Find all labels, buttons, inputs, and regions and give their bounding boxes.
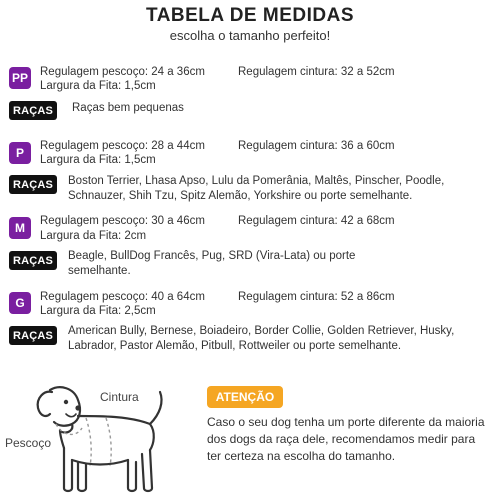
page-subtitle: escolha o tamanho perfeito! [169,28,331,43]
pescoco-measure-p: Regulagem pescoço: 28 a 44cm [40,140,205,152]
racas-badge-pp: RAÇAS [9,101,57,120]
pescoco-measure-pp: Regulagem pescoço: 24 a 36cm [40,66,205,78]
fita-measure-p: Largura da Fita: 1,5cm [40,154,156,166]
breeds-g: American Bully, Bernese, Boiadeiro, Border Collie, Golden Retriever, Husky, Labrador, Pastor Alemão, Pitbull, Rottweiler ou porte semelhante. [68,325,455,352]
size-badge-p: P [9,142,31,164]
breeds-m: Beagle, BullDog Francês, Pug, SRD (Vira-Lata) ou porte semelhante. [68,250,356,277]
size-badge-pp: PP [9,67,31,89]
size-badge-m: M [9,217,31,239]
atencao-badge: ATENÇÃO [207,386,283,408]
cintura-label: Cintura [100,390,139,404]
pescoco-measure-g: Regulagem pescoço: 40 a 64cm [40,291,205,303]
size-badge-g: G [9,292,31,314]
fita-measure-g: Largura da Fita: 2,5cm [40,305,156,317]
fita-measure-pp: Largura da Fita: 1,5cm [40,80,156,92]
cintura-measure-g: Regulagem cintura: 52 a 86cm [238,291,395,303]
breeds-pp: Raças bem pequenas [72,102,184,114]
cintura-measure-pp: Regulagem cintura: 32 a 52cm [238,66,395,78]
racas-badge-p: RAÇAS [9,175,57,194]
atencao-text: Caso o seu dog tenha um porte diferente da maioria dos dogs da raça dele, recomendamos medir para ter certeza na escolha do tamanho. [207,415,485,463]
cintura-measure-p: Regulagem cintura: 36 a 60cm [238,140,395,152]
fita-measure-m: Largura da Fita: 2cm [40,230,147,242]
breeds-p: Boston Terrier, Lhasa Apso, Lulu da Pomerânia, Maltês, Pinscher, Poodle, Schnauzer, Shih Tzu, Spitz Alemão, Yorkshire ou porte semelhante. [68,175,445,202]
cintura-measure-m: Regulagem cintura: 42 a 68cm [238,215,395,227]
racas-badge-g: RAÇAS [9,326,57,345]
pescoco-measure-m: Regulagem pescoço: 30 a 46cm [40,215,205,227]
pescoco-label: Pescoço [5,436,52,450]
racas-badge-m: RAÇAS [9,251,57,270]
page-title: TABELA DE MEDIDAS [146,5,354,26]
